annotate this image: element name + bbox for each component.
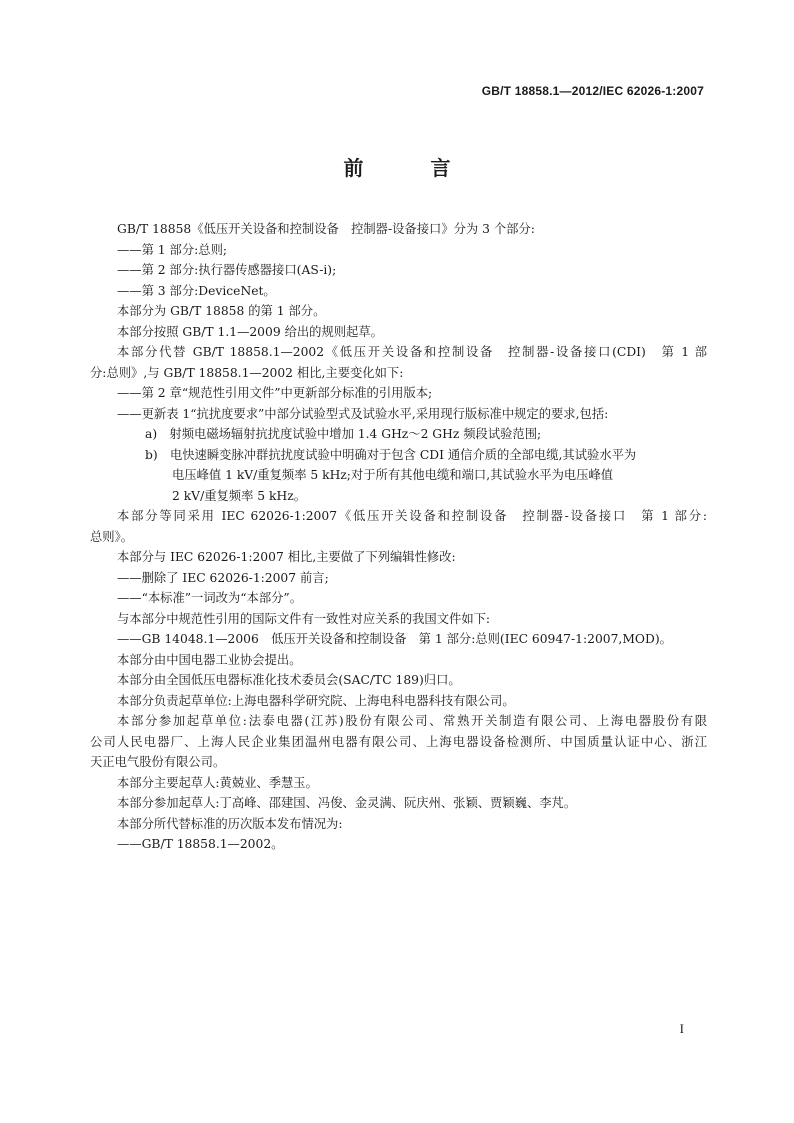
sub-list-item-continuation: 电压峰值 1 kV/重复频率 5 kHz;对于所有其他电缆和端口,其试验水平为电压峰值: [172, 468, 614, 482]
paragraph-line: 本部分参加起草人:丁高峰、邵建国、冯俊、金灵满、阮庆州、张颖、贾颖巍、李芃。: [117, 796, 577, 810]
sub-list-item: b) 电快速瞬变脉冲群抗扰度试验中明确对于包含 CDI 通信介质的全部电缆,其试验水平为: [145, 447, 637, 462]
page-number: I: [679, 1021, 684, 1036]
paragraph-line: 本部分参加起草单位:法泰电器(江苏)股份有限公司、常熟开关制造有限公司、上海电器股份有限: [117, 714, 707, 728]
paragraph-line: 本部分负责起草单位:上海电器科学研究院、上海电科电器科技有限公司。: [117, 693, 515, 708]
paragraph-line: 本部分由中国电器工业协会提出。: [117, 652, 302, 667]
list-item: ——“本标准”一词改为“本部分”。: [117, 591, 303, 605]
paragraph-line: 本部分代替 GB/T 18858.1—2002《低压开关设备和控制设备 控制器-设备接口(CDI) 第 1 部: [117, 345, 707, 359]
paragraph-line: 本部分主要起草人:黄兢业、季慧玉。: [117, 775, 318, 790]
paragraph-line: GB/T 18858《低压开关设备和控制设备 控制器-设备接口》分为 3 个部分:: [117, 222, 535, 236]
sub-list-item-continuation: 2 kV/重复频率 5 kHz。: [172, 488, 306, 503]
list-item: ——第 3 部分:DeviceNet。: [117, 283, 276, 298]
sub-list-item: a) 射频电磁场辐射抗扰度试验中增加 1.4 GHz～2 GHz 频段试验范围;: [145, 427, 542, 441]
list-item: ——第 2 部分:执行器传感器接口(AS-i);: [117, 263, 337, 277]
list-item: ——第 2 章“规范性引用文件”中更新部分标准的引用版本;: [117, 386, 433, 400]
list-item: ——第 1 部分:总则;: [117, 242, 228, 257]
paragraph-line: 分:总则》,与 GB/T 18858.1—2002 相比,主要变化如下:: [90, 365, 404, 380]
paragraph-line: 公司人民电器厂、上海人民企业集团温州电器有限公司、上海电器设备检测所、中国质量认证中心、浙江: [90, 734, 707, 749]
paragraph-line: 本部分为 GB/T 18858 的第 1 部分。: [117, 304, 326, 318]
paragraph-line: 本部分按照 GB/T 1.1—2009 给出的规则起草。: [117, 324, 383, 339]
foreword-body: [90, 219, 707, 855]
paragraph-line: 本部分所代替标准的历次版本发布情况为:: [117, 816, 343, 831]
list-item: ——GB 14048.1—2006 低压开关设备和控制设备 第 1 部分:总则(IEC 60947-1:2007,MOD)。: [117, 632, 672, 646]
paragraph-line: 天正电气股份有限公司。: [90, 755, 226, 769]
paragraph-line: 总则》。: [90, 529, 134, 544]
paragraph-line: 与本部分中规范性引用的国际文件有一致性对应关系的我国文件如下:: [117, 611, 491, 626]
list-item: ——GB/T 18858.1—2002。: [117, 837, 284, 851]
page-title: 前 言: [343, 156, 481, 180]
paragraph-line: 本部分等同采用 IEC 62026-1:2007《低压开关设备和控制设备 控制器-设备接口 第 1 部分:: [117, 509, 707, 523]
list-item: ——删除了 IEC 62026-1:2007 前言;: [117, 570, 329, 585]
paragraph-line: 本部分与 IEC 62026-1:2007 相比,主要做了下列编辑性修改:: [117, 550, 456, 564]
standard-number-header: GB/T 18858.1—2012/IEC 62026-1:2007: [481, 84, 704, 98]
list-item: ——更新表 1“抗扰度要求”中部分试验型式及试验水平,采用现行版标准中规定的要求,包括:: [117, 406, 609, 421]
paragraph-line: 本部分由全国低压电器标准化技术委员会(SAC/TC 189)归口。: [117, 673, 461, 687]
